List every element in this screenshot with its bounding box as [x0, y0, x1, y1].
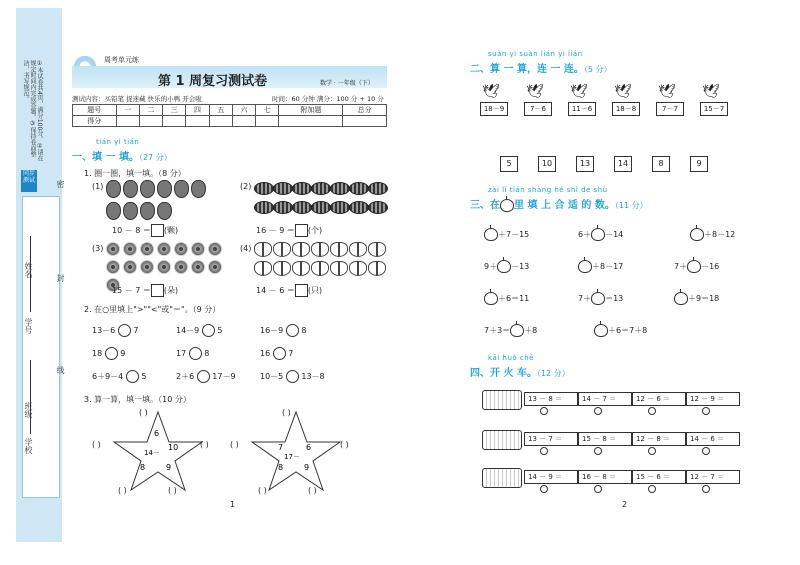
apple-blank[interactable] [497, 260, 511, 273]
compare-item [92, 347, 176, 360]
fill-prefix: 9＋ [484, 262, 498, 271]
compare-left: 2＋6 [176, 372, 195, 381]
train-row-2 [482, 428, 742, 456]
dove-icon: 🕊 [658, 84, 676, 100]
dove-icon: 🕊 [570, 84, 588, 100]
q1-prompt: 1. 圈一圈，填一填。（8 分） [84, 169, 186, 178]
train-car[interactable]: 14 － 6 ＝ [686, 432, 740, 446]
seal-char-3: 线 [56, 366, 65, 374]
part3-title-b: 里 填 上 合 适 的 数。 [514, 200, 615, 211]
part1-title [72, 148, 172, 163]
fill-suffix: ＋7－15 [498, 230, 530, 239]
strawberry-icon [140, 180, 155, 198]
flower-icon [174, 242, 188, 256]
unit-text: (颗) [163, 226, 179, 235]
apple-blank[interactable] [578, 260, 592, 273]
compare-item [260, 324, 344, 337]
score-input-cell[interactable] [256, 116, 279, 127]
expr-card[interactable]: 15－7 [700, 102, 728, 116]
part4-points: （12 分） [536, 369, 570, 378]
wheel-icon [648, 407, 656, 415]
flower-icon [191, 242, 205, 256]
score-cell: 六 [232, 105, 255, 116]
compare-circle[interactable] [126, 370, 139, 383]
score-input-cell[interactable] [139, 116, 162, 127]
apple-blank[interactable] [484, 292, 498, 305]
star2-blank-bl[interactable]: ( ) [258, 486, 267, 495]
school-field-label: 学校 [24, 438, 33, 454]
star-puzzle-2 [248, 408, 344, 492]
sidebar-notice: ①本试卷共4页，满分100分。②请在规定时间内完成答题。③保持卷面整洁，书写规范。 [22, 60, 43, 162]
score-cell: 得分 [73, 116, 117, 127]
star1-blank-bl[interactable]: ( ) [118, 486, 127, 495]
star1-blank-br[interactable]: ( ) [168, 486, 177, 495]
butterfly-icon [349, 242, 367, 257]
watermelon-icon [292, 201, 312, 214]
wheel-icon [702, 407, 710, 415]
score-cell: 五 [209, 105, 232, 116]
dove-icon: 🕊 [526, 84, 544, 100]
star2-num: 8 [278, 463, 284, 472]
star1-num: 9 [166, 463, 172, 472]
compare-item [260, 347, 344, 360]
wheel-icon [648, 447, 656, 455]
expr-card[interactable]: 7－6 [524, 102, 552, 116]
fill-item [578, 292, 623, 305]
star2-blank-left[interactable]: ( ) [230, 440, 239, 449]
watermelon-icon [368, 201, 388, 214]
apple-icon [500, 199, 514, 212]
apple-blank[interactable] [687, 260, 701, 273]
wheel-icon [702, 447, 710, 455]
score-input-cell[interactable] [232, 116, 255, 127]
flower-icon [106, 260, 120, 274]
test-content: 测试内容：买铅笔 捉迷藏 快乐的小鸭 开会啦 [72, 95, 202, 103]
answer-box[interactable] [295, 284, 308, 297]
expr-card[interactable]: 18－8 [612, 102, 640, 116]
locomotive-icon [482, 468, 522, 488]
compare-circle[interactable] [118, 324, 131, 337]
compare-right: 9 [120, 349, 126, 358]
flower-icon [208, 242, 222, 256]
number-card[interactable]: 14 [614, 156, 632, 172]
unit-text: (个) [307, 226, 323, 235]
star1-blank-left[interactable]: ( ) [92, 440, 101, 449]
compare-right: 13－8 [301, 372, 325, 381]
strawberry-icon [191, 180, 206, 198]
fill-item [594, 324, 647, 337]
strawberry-icon [106, 180, 121, 198]
number-card[interactable]: 5 [500, 156, 518, 172]
flower-icon [174, 260, 188, 274]
score-table [72, 104, 387, 127]
wheel-icon [594, 407, 602, 415]
part3-title-a: 三、在 [470, 200, 500, 211]
score-cell: 二 [139, 105, 162, 116]
wheel-icon [594, 485, 602, 493]
wheel-icon [702, 485, 710, 493]
apple-blank[interactable] [591, 228, 605, 241]
number-card[interactable]: 8 [652, 156, 670, 172]
butterfly-icon [273, 242, 291, 257]
watermelon-icon [273, 182, 293, 195]
train-car[interactable]: 12 － 6 ＝ [632, 392, 686, 406]
fill-suffix: ＋8－12 [704, 230, 736, 239]
compare-right: 17－9 [212, 372, 236, 381]
apple-blank[interactable] [484, 228, 498, 241]
expr-card[interactable]: 18－9 [480, 102, 508, 116]
q1-3-label: (3) [92, 244, 104, 253]
strawberry-icon [157, 202, 172, 220]
compare-right: 8 [204, 349, 210, 358]
part3-title [470, 196, 648, 212]
q1-1-equation [112, 224, 178, 237]
part4-title [470, 364, 570, 379]
compare-right: 5 [141, 372, 147, 381]
score-cell: 附加题 [279, 105, 343, 116]
score-input-cell[interactable] [279, 116, 343, 127]
fill-suffix: ＋9＝18 [688, 294, 720, 303]
compare-circle[interactable] [202, 324, 215, 337]
score-input-cell[interactable] [163, 116, 186, 127]
fill-item [578, 260, 623, 273]
star1-num: 10 [168, 443, 179, 452]
q2-prompt: 2. 在○里填上">""<"或"＝"。（9 分） [84, 305, 221, 314]
score-cell: 一 [116, 105, 139, 116]
flower-icon [208, 260, 222, 274]
compare-circle[interactable] [189, 347, 202, 360]
star1-num: 14－ [144, 449, 160, 457]
part2-title [470, 60, 612, 75]
q1-1-label: (1) [92, 182, 104, 191]
score-cell: 三 [163, 105, 186, 116]
q1-4-label: (4) [240, 244, 252, 253]
eq-text: 16 － 9 ＝ [256, 226, 295, 235]
fill-suffix: ＋6＝7＋8 [608, 326, 648, 335]
expr-card[interactable]: 11－6 [568, 102, 596, 116]
eq-text: 14 － 6 ＝ [256, 286, 295, 295]
fill-prefix: 7＋ [674, 262, 688, 271]
score-input-cell[interactable] [186, 116, 209, 127]
compare-left: 18 [92, 349, 103, 358]
train-car[interactable]: 12 － 8 ＝ [632, 432, 686, 446]
score-cell: 七 [256, 105, 279, 116]
score-input-cell[interactable] [209, 116, 232, 127]
flower-icon [140, 260, 154, 274]
subject-label: 数学 · 一年级（下） [320, 80, 374, 87]
number-card[interactable]: 13 [576, 156, 594, 172]
q1-2-equation [256, 224, 322, 237]
fill-item [674, 292, 719, 305]
part2-points: （5 分） [583, 65, 612, 74]
compare-item [92, 324, 176, 337]
flower-icon [140, 242, 154, 256]
fill-item [674, 260, 719, 273]
compare-left: 14－9 [176, 326, 200, 335]
train-car[interactable]: 13 － 8 ＝ [524, 392, 578, 406]
train-row-3 [482, 466, 742, 494]
part4-pinyin: kāi huǒ chē [488, 354, 534, 362]
part1-title-text: 一、填 一 填。 [72, 152, 139, 163]
compare-left: 17 [176, 349, 187, 358]
star2-num: 6 [306, 443, 312, 452]
compare-right: 5 [217, 326, 223, 335]
q3-prompt: 3. 算一算，填一填。（10 分） [84, 395, 191, 404]
watermelon-icon [273, 201, 293, 214]
apple-blank[interactable] [510, 324, 524, 337]
train-car[interactable]: 13 － 7 ＝ [524, 432, 578, 446]
butterfly-group [254, 242, 387, 276]
butterfly-icon [311, 261, 329, 276]
train-car[interactable]: 12 － 7 ＝ [686, 470, 740, 484]
locomotive-icon [482, 390, 522, 410]
flower-icon [157, 242, 171, 256]
part2-title-text: 二、算 一 算，连 一 连。 [470, 64, 584, 75]
compare-left: 10－5 [260, 372, 284, 381]
test-time: 时间：60 分钟 满分：100 分 + 10 分 [272, 95, 384, 103]
strawberry-icon [174, 180, 189, 198]
wheel-icon [540, 485, 548, 493]
page-number-1: 1 [230, 500, 236, 509]
watermelon-icon [254, 182, 274, 195]
star1-blank-top[interactable]: ( ) [139, 408, 148, 417]
watermelon-icon [292, 182, 312, 195]
fill-suffix: －16 [701, 262, 720, 271]
watermelon-icon [330, 201, 350, 214]
train-car[interactable]: 15 － 8 ＝ [578, 432, 632, 446]
train-car[interactable]: 12 － 9 ＝ [686, 392, 740, 406]
dove-icon: 🕊 [614, 84, 632, 100]
eq-text: 10 － 8 ＝ [112, 226, 151, 235]
compare-circle[interactable] [197, 370, 210, 383]
fill-item [690, 228, 735, 241]
butterfly-icon [292, 261, 310, 276]
answer-box[interactable] [295, 224, 308, 237]
butterfly-icon [330, 261, 348, 276]
butterfly-icon [368, 242, 386, 257]
part1-points: （27 分） [138, 153, 172, 162]
butterfly-icon [254, 261, 272, 276]
answer-box[interactable] [151, 284, 164, 297]
compare-left: 13－6 [92, 326, 116, 335]
class-field-label: 班级 [24, 402, 33, 418]
star2-num: 9 [304, 463, 310, 472]
flower-icon [106, 242, 120, 256]
part4-title-text: 四、开 火 车。 [470, 368, 537, 379]
score-cell: 四 [186, 105, 209, 116]
seal-char-1: 密 [56, 180, 65, 188]
compare-item [260, 370, 344, 383]
star-puzzle-1 [110, 408, 206, 492]
compare-left: 16 [260, 349, 271, 358]
star1-blank-right[interactable]: ( ) [200, 440, 209, 449]
apple-blank[interactable] [690, 228, 704, 241]
butterfly-icon [254, 242, 272, 257]
series-label: 周考单元练 [104, 56, 139, 64]
compare-grid [92, 324, 342, 383]
sidebar-tag: 同步测试 [21, 170, 37, 192]
train-car[interactable]: 14 － 9 ＝ [524, 470, 578, 484]
number-card[interactable]: 10 [538, 156, 556, 172]
expr-card[interactable]: 7－7 [656, 102, 684, 116]
part2-pinyin: suàn yi suàn lián yi lián [488, 50, 583, 58]
fill-suffix: －13 [511, 262, 530, 271]
compare-circle[interactable] [286, 370, 299, 383]
wheel-icon [648, 485, 656, 493]
strawberry-icon [140, 202, 155, 220]
apple-blank[interactable] [674, 292, 688, 305]
train-car[interactable]: 16 － 8 ＝ [578, 470, 632, 484]
wheel-icon [540, 407, 548, 415]
fill-prefix: 6＋ [578, 230, 592, 239]
dove-icon: 🕊 [702, 84, 720, 100]
fill-prefix: 7＋3＝ [484, 326, 511, 335]
star2-num: 17－ [284, 453, 300, 461]
fill-item [484, 292, 529, 305]
star2-blank-br[interactable]: ( ) [308, 486, 317, 495]
watermelon-icon [330, 182, 350, 195]
compare-circle[interactable] [286, 324, 299, 337]
compare-right: 7 [133, 326, 139, 335]
butterfly-icon [273, 261, 291, 276]
fill-item [578, 228, 623, 241]
compare-item [176, 347, 260, 360]
q1-3-equation [112, 284, 178, 297]
strawberry-icon [157, 180, 172, 198]
star2-blank-right[interactable]: ( ) [340, 440, 349, 449]
watermelon-icon [349, 182, 369, 195]
compare-right: 7 [288, 349, 294, 358]
fill-item [484, 324, 537, 337]
apple-blank[interactable] [591, 292, 605, 305]
watermelon-icon [311, 182, 331, 195]
q1-2-label: (2) [240, 182, 252, 191]
strawberry-icon [106, 202, 121, 220]
fill-suffix: ＝13 [605, 294, 624, 303]
train-car[interactable]: 14 － 7 ＝ [578, 392, 632, 406]
fill-suffix: ＋8 [524, 326, 538, 335]
locomotive-icon [482, 430, 522, 450]
fill-suffix: ＋6＝11 [498, 294, 530, 303]
compare-right: 8 [301, 326, 307, 335]
fill-suffix: －14 [605, 230, 624, 239]
number-field-label: 学号 [24, 318, 33, 334]
unit-text: (朵) [163, 286, 179, 295]
flower-icon [123, 242, 137, 256]
page-title: 第 1 周复习测试卷 [158, 74, 268, 89]
compare-left: 6＋9－4 [92, 372, 124, 381]
score-cell: 题号 [73, 105, 117, 116]
watermelon-icon [349, 201, 369, 214]
butterfly-icon [368, 261, 386, 276]
compare-circle[interactable] [273, 347, 286, 360]
star2-num: 7 [278, 443, 284, 452]
score-cell: 总分 [343, 105, 387, 116]
score-table-score-row [73, 116, 387, 127]
compare-item [92, 370, 176, 383]
star1-num: 8 [140, 463, 146, 472]
train-car[interactable]: 15 － 6 ＝ [632, 470, 686, 484]
school-field-line [30, 360, 31, 434]
q1-4-equation [256, 284, 322, 297]
fill-item [484, 260, 529, 273]
wheel-icon [594, 447, 602, 455]
watermelon-icon [368, 182, 388, 195]
eq-text: 15 － 7 ＝ [112, 286, 151, 295]
flower-icon [157, 260, 171, 274]
number-card[interactable]: 9 [690, 156, 708, 172]
name-field-label: 姓名 [24, 262, 33, 278]
watermelon-group [254, 182, 387, 214]
butterfly-icon [349, 261, 367, 276]
watermelon-icon [311, 201, 331, 214]
strawberry-icon [123, 180, 138, 198]
star2-blank-top[interactable]: ( ) [282, 408, 291, 417]
star1-num: 6 [154, 429, 160, 438]
answer-box[interactable] [151, 224, 164, 237]
seal-char-2: 封 [56, 274, 65, 282]
compare-item [176, 324, 260, 337]
score-input-cell[interactable] [116, 116, 139, 127]
compare-left: 16－9 [260, 326, 284, 335]
score-table-header-row [73, 105, 387, 116]
score-input-cell[interactable] [343, 116, 387, 127]
compare-item [176, 370, 260, 383]
apple-blank[interactable] [594, 324, 608, 337]
part3-points: （11 分） [614, 201, 648, 210]
strawberry-group [106, 180, 208, 220]
butterfly-icon [311, 242, 329, 257]
dove-icon: 🕊 [482, 84, 500, 100]
flower-icon [123, 260, 137, 274]
compare-circle[interactable] [105, 347, 118, 360]
train-row-1 [482, 388, 742, 416]
page-number-2: 2 [622, 500, 628, 509]
fill-item [484, 228, 529, 241]
wheel-icon [540, 447, 548, 455]
strawberry-icon [123, 202, 138, 220]
butterfly-icon [292, 242, 310, 257]
part1-pinyin: tián yi tián [96, 138, 140, 146]
part3-pinyin: zài lǐ tián shàng hé shì de shù [488, 186, 608, 194]
bird-row [480, 84, 730, 120]
unit-text: (只) [307, 286, 323, 295]
flower-icon [191, 260, 205, 274]
watermelon-icon [254, 201, 274, 214]
fill-suffix: ＋8－17 [592, 262, 624, 271]
fill-prefix: 7＋ [578, 294, 592, 303]
butterfly-icon [330, 242, 348, 257]
